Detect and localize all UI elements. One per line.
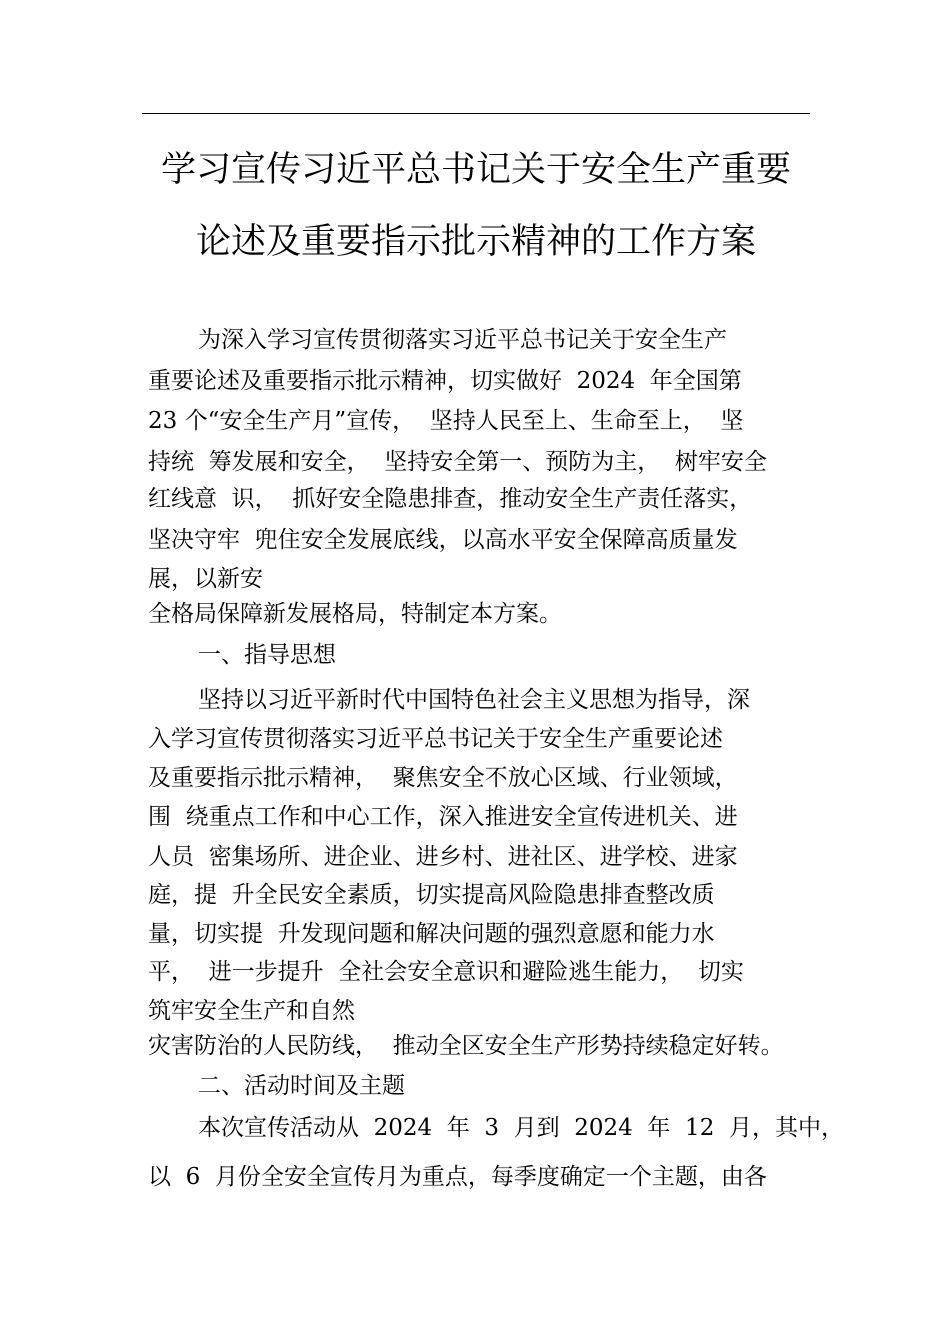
section1-line: 围 绕重点工作和中心工作，深入推进安全宣传进机关、进 xyxy=(148,804,738,830)
intro-line: 红线意 识， 抓好安全隐患排查，推动安全生产责任落实， xyxy=(148,486,753,512)
section1-line: 庭，提 升全民安全素质，切实提高风险隐患排查整改质 xyxy=(148,882,715,908)
section1-line: 入学习宣传贯彻落实习近平总书记关于安全生产重要论述 xyxy=(148,726,723,752)
section1-line: 人员 密集场所、进企业、进乡村、进社区、进学校、进家 xyxy=(148,844,738,870)
section1-line: 平， 进一步提升 全社会安全意识和避险逃生能力， 切实 xyxy=(148,959,744,985)
intro-line: 坚决守牢 兜住安全发展底线，以高水平安全保障高质量发 xyxy=(148,527,738,553)
intro-line: 重要论述及重要指示批示精神，切实做好 2024 年全国第 xyxy=(148,368,742,394)
section-heading-guiding-thought: 一、指导思想 xyxy=(198,642,336,668)
section1-line: 量，切实提 升发现问题和解决问题的强烈意愿和能力水 xyxy=(148,921,715,947)
section1-line: 筑牢安全生产和自然 xyxy=(148,998,355,1024)
section-heading-time-and-theme: 二、活动时间及主题 xyxy=(198,1073,405,1099)
intro-line: 为深入学习宣传贯彻落实习近平总书记关于安全生产 xyxy=(198,327,727,353)
document-title-line-2: 论述及重要指示批示精神的工作方案 xyxy=(195,222,756,262)
section1-line: 及重要指示批示精神， 聚焦安全不放心区域、行业领域， xyxy=(148,765,738,791)
section1-line: 坚持以习近平新时代中国特色社会主义思想为指导，深 xyxy=(198,687,750,713)
document-title-line-1: 学习宣传习近平总书记关于安全生产重要 xyxy=(160,150,791,190)
intro-line: 展，以新安 xyxy=(148,566,263,592)
intro-line: 全格局保障新发展格局，特制定本方案。 xyxy=(148,601,562,627)
header-rule xyxy=(142,113,810,114)
intro-line: 23 个“安全生产月”宣传， 坚持人民至上、生命至上， 坚 xyxy=(148,408,744,434)
section1-line: 灾害防治的人民防线， 推动全区安全生产形势持续稳定好转。 xyxy=(148,1033,784,1059)
section2-line: 本次宣传活动从 2024 年 3 月到 2024 年 12 月，其中， xyxy=(198,1115,844,1141)
intro-line: 持统 筹发展和安全， 坚持安全第一、预防为主， 树牢安全 xyxy=(148,449,767,475)
section2-line: 以 6 月份全安全宣传月为重点，每季度确定一个主题，由各 xyxy=(148,1164,767,1190)
